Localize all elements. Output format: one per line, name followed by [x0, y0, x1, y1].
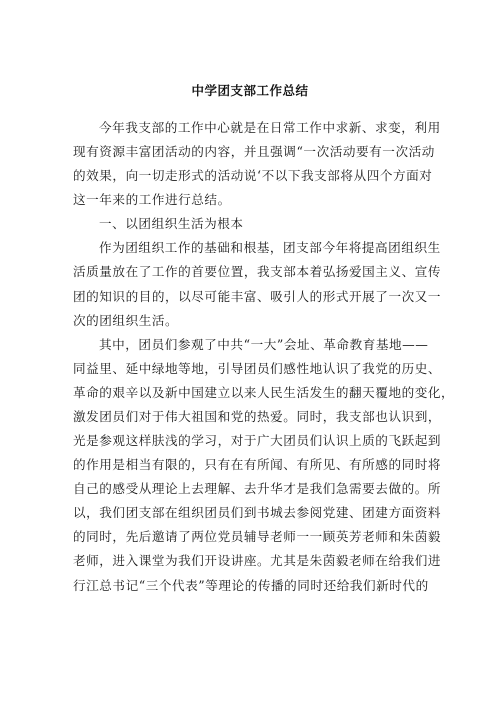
- text-line: 一、以团组织生活为根本: [99, 216, 244, 232]
- text-line: 今年我支部的工作中心就是在日常工作中求新、求变，利用: [99, 120, 441, 135]
- text-line: 自己的感受从理论上去理解、去升华才是我们急需要去做的。所: [73, 481, 442, 497]
- text-line: 以，我们团支部在组织团员们到书城去参阅党建、团建方面资料: [73, 505, 442, 521]
- text-line: 活质量放在了工作的首要位置，我支部本着弘扬爱国主义、宣传: [73, 264, 442, 280]
- text-line: 激发团员们对于伟大祖国和党的热爱。同时，我支部也认识到，: [73, 408, 442, 424]
- text-line: 团的知识的目的，以尽可能丰富、吸引人的形式开展了一次又一: [73, 288, 442, 304]
- text-line: 的同时，先后邀请了两位党员辅导老师一一顾英芳老师和朱茵毅: [73, 529, 442, 545]
- text-line: 作为团组织工作的基础和根基，团支部今年将提高团组织生: [99, 240, 441, 256]
- text-line: 其中，团员们参观了中共“一大”会址、革命教育基地——: [99, 336, 429, 352]
- document-title: 中学团支部工作总结: [191, 83, 309, 98]
- text-line: 革命的艰辛以及新中国建立以来人民生活发生的翻天覆地的变化，: [73, 384, 455, 400]
- text-line: 的效果，向一切走形式的活动说‘不以下我支部将从四个方面对: [73, 168, 433, 184]
- text-line: 次的团组织生活。: [73, 312, 179, 328]
- text-line: 行江总书记“三个代表”等理论的传播的同时还给我们新时代的: [73, 577, 429, 593]
- text-line: 光是参观这样肤浅的学习，对于广大团员们认识上质的飞跃起到: [73, 433, 442, 449]
- text-line: 老师，进入课堂为我们开设讲座。尤其是朱茵毅老师在给我们进: [73, 553, 442, 569]
- text-line: 同益里、延中绿地等地，引导团员们感性地认识了我党的历史、: [73, 360, 442, 376]
- text-line: 的作用是相当有限的，只有在有所闻、有所见、有所感的同时将: [73, 457, 442, 473]
- text-line: 现有资源丰富团活动的内容，并且强调“一次活动要有一次活动: [73, 144, 435, 160]
- text-line: 这一年来的工作进行总结。: [73, 192, 231, 208]
